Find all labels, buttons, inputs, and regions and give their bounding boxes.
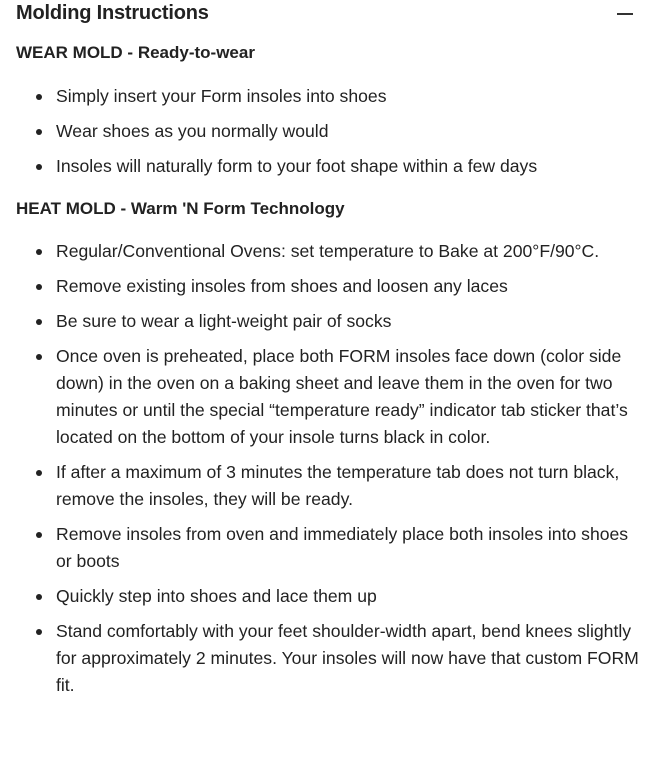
- list-item-text: Insoles will naturally form to your foot shape within a few days: [56, 156, 538, 176]
- list-item: [0, 343, 662, 451]
- list-item: [0, 459, 662, 513]
- collapse-minus-icon[interactable]: [614, 6, 636, 22]
- list-item-text: Remove existing insoles from shoes and loosen any laces: [56, 276, 508, 296]
- bullet-icon: [36, 594, 42, 600]
- heat-mold-heading: HEAT MOLD - Warm 'N Form Technology: [16, 199, 345, 218]
- wear-mold-heading: WEAR MOLD - Ready-to-wear: [16, 43, 255, 62]
- list-item-text: Remove insoles from oven and immediately place both insoles into shoes or boots: [56, 524, 629, 571]
- list-item: [0, 583, 662, 610]
- list-item: [0, 83, 662, 110]
- list-item-text: Simply insert your Form insoles into shoes: [56, 86, 387, 106]
- list-item-text: Quickly step into shoes and lace them up: [56, 586, 377, 606]
- bullet-icon: [36, 164, 42, 170]
- minus-icon: [617, 13, 633, 15]
- list-item-text: Regular/Conventional Ovens: set temperature to Bake at 200°F/90°C.: [56, 241, 600, 261]
- list-item: [0, 238, 662, 265]
- list-item: [0, 618, 662, 699]
- panel-title: Molding Instructions: [16, 2, 209, 24]
- list-item: [0, 153, 662, 180]
- bullet-icon: [36, 629, 42, 635]
- list-item: [0, 521, 662, 575]
- bullet-icon: [36, 129, 42, 135]
- bullet-icon: [36, 470, 42, 476]
- list-item: [0, 273, 662, 300]
- list-item-text: If after a maximum of 3 minutes the temperature tab does not turn black, remove the insoles, they will be ready.: [56, 462, 620, 509]
- list-item-text: Once oven is preheated, place both FORM insoles face down (color side down) in the oven on a baking sheet and leave them in the oven for two minutes or until the special “temperature ready” indicator tab sticker that’s located on the bottom of your insole turns black in color.: [56, 346, 628, 447]
- wear-mold-list: [0, 83, 662, 188]
- heat-mold-list: [0, 238, 662, 707]
- list-item: [0, 308, 662, 335]
- list-item-text: Be sure to wear a light-weight pair of socks: [56, 311, 392, 331]
- bullet-icon: [36, 94, 42, 100]
- accordion-header[interactable]: [0, 0, 662, 30]
- bullet-icon: [36, 354, 42, 360]
- list-item-text: Stand comfortably with your feet shoulder-width apart, bend knees slightly for approximately 2 minutes. Your insoles will now have that custom FORM fit.: [56, 621, 639, 695]
- bullet-icon: [36, 249, 42, 255]
- list-item: [0, 118, 662, 145]
- bullet-icon: [36, 284, 42, 290]
- list-item-text: Wear shoes as you normally would: [56, 121, 329, 141]
- bullet-icon: [36, 319, 42, 325]
- bullet-icon: [36, 532, 42, 538]
